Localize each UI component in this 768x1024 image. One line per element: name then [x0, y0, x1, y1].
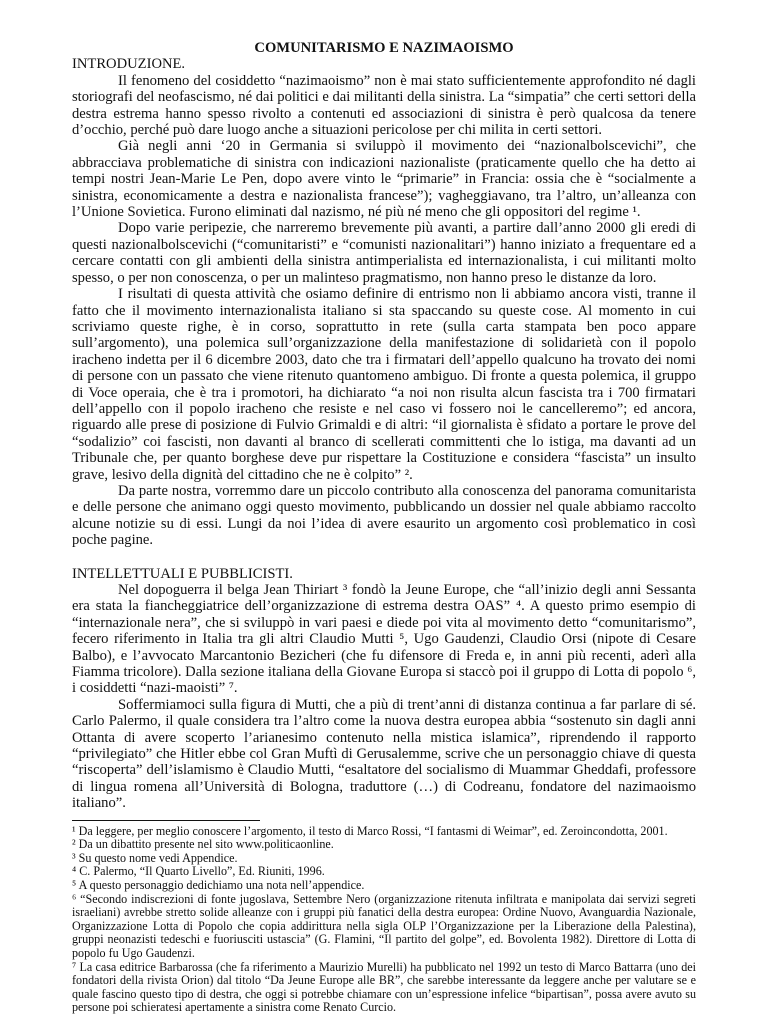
footnotes	[72, 820, 696, 1015]
footnote-6: ⁶ “Secondo indiscrezioni di fonte jugoslava, Settembre Nero (organizzazione ritenuta infiltrata e manipolata dai servizi segreti israeliani) avrebbe stretto solide alleanze con i gruppi più fanatici della destra europea: Ordine Nuovo, Avanguardia Nazionale, Organizzazione Lotta di Popolo che copia addirittura nella sigla OLP l’Organizzazione per la Liberazione della Palestina), gruppi neonazisti tedeschi e fuoriusciti ustascia” (G. Flamini, “Il partito del golpe”, ed. Bovolenta 1982). Direttore di Lotta di popolo fu Ugo Gaudenzi.	[72, 891, 696, 961]
document-title: COMUNITARISMO E NAZIMAOISMO	[254, 40, 514, 56]
intro-paragraph-5: Da parte nostra, vorremmo dare un piccolo contributo alla conoscenza del panorama comunitarista e delle persone che animano oggi questo movimento, pubblicando un dossier nel quale abbiamo raccolto alcune notizie su di essi. Lungi da noi l’idea di avere esaurito un argomento così problematico in così poche pagine.	[72, 482, 696, 549]
intro-paragraph-3: Dopo varie peripezie, che narreremo brevemente più avanti, a partire dall’anno 2000 gli eredi di questi nazionalbolscevichi (“comunitaristi” e “comunisti nazionalitari”) hanno iniziato a frequentare ed a cercare contatti con gli ambienti della sinistra antimperialista ed internazionalista, i cui militanti molto spesso, o per non conoscenza, o per un malinteso pragmatismo, non hanno preso le distanze da loro.	[72, 220, 696, 286]
section-heading-intellettuali: INTELLETTUALI E PUBBLICISTI.	[72, 565, 293, 582]
intro-paragraph-4: I risultati di questa attività che osiamo definire di entrismo non li abbiamo ancora visti, tranne il fatto che il movimento internazionalista italiano si sta spaccando su queste cose. Al momento in cui scriviamo queste righe, è in corso, soprattutto in rete (sulla carta stampata ben poco appare sull’argomento), una polemica sull’organizzazione della manifestazione di solidarietà con il popolo iracheno indetta per il 6 dicembre 2003, dato che tra i firmatari dell’appello qualcuno ha trovato dei nomi di persone con un passato che viene ritenuto quantomeno ambiguo. Di fronte a questa polemica, il gruppo di Voce operaia, che è tra i promotori, ha dichiarato “a noi non risulta alcun fascista tra i 700 firmatari dell’appello con il popolo iracheno che resiste e nel caso vi fossero noi le cancelleremo”; ed ancora, riguardo alle prese di posizione di Fulvio Grimaldi e di altri: “il giornalista è sfidato a portare le prove del “sodalizio” coi fascisti, non davanti al branco di scellerati committenti che lo istiga, ma davanti ad un Tribunale che, per quanto borghese deve pur rispettare la Costituzione e considera “fascista” un insulto grave, lesivo della dignità del cittadino che ne è colpito” ².	[72, 286, 696, 483]
footnote-1: ¹ Da leggere, per meglio conoscere l’argomento, il testo di Marco Rossi, “I fantasmi di Weimar”, ed. Zeroincondotta, 2001.	[72, 823, 668, 838]
intellettuali-paragraph-1: Nel dopoguerra il belga Jean Thiriart ³ fondò la Jeune Europe, che “all’inizio degli anni Sessanta era stata la fiancheggiatrice dell’organizzazione di estrema destra OAS” ⁴. A questo primo esempio di “internazionale nera”, che si sviluppò in vari paesi e diede poi vita al movimento detto “comunitarismo”, fecero riferimento in Italia tra gli altri Claudio Mutti ⁵, Ugo Gaudenzi, Claudio Orsi (nipote di Cesare Balbo), e l’avvocato Marcantonio Bezicheri (che fu difensore di Freda e, in anni più recenti, aderì alla Fiamma tricolore). Dalla sezione italiana della Giovane Europa si staccò poi il gruppo di Lotta di popolo ⁶, i cosiddetti “nazi-maoisti” ⁷.	[72, 582, 696, 697]
footnote-2: ² Da un dibattito presente nel sito www.politicaonline.	[72, 837, 334, 852]
footnote-4: ⁴ C. Palermo, “Il Quarto Livello”, Ed. Riuniti, 1996.	[72, 864, 325, 879]
footnote-7: ⁷ La casa editrice Barbarossa (che fa riferimento a Maurizio Murelli) ha pubblicato nel 1992 un testo di Marco Battarra (uno dei fondatori della rivista Orion) dal titolo “Da Jeune Europe alle BR”, che sarebbe interessante da leggere anche per valutare se e quale fascino questo tipo di destra, che oggi si potrebbe chiamare con un’espressione infelice “bipartisan”, possa avere avuto su persone poi schieratesi apertamente a sinistra come Renato Curcio.	[72, 959, 696, 1015]
intro-paragraph-2: Già negli anni ‘20 in Germania si sviluppò il movimento dei “nazionalbolscevichi”, che abbracciava problematiche di sinistra con indicazioni nazionaliste (praticamente quello che ha detto ai tempi nostri Jean-Marie Le Pen, dopo avere vinto le “primarie” in Francia: ossia che è “socialmente a sinistra, economicamente a destra e nazionalista francese”); vagheggiavano, tra l’altro, un’alleanza con l’Unione Sovietica. Furono eliminati dal nazismo, né più né meno che gli oppositori del regime ¹.	[72, 138, 696, 221]
footnote-5: ⁵ A questo personaggio dedichiamo una nota nell’appendice.	[72, 878, 365, 893]
intro-paragraph-1: Il fenomeno del cosiddetto “nazimaoismo” non è mai stato sufficientemente approfondito né dagli storiografi del neofascismo, né dai politici e dai militanti della sinistra. La “simpatia” che certi settori della destra estrema hanno spesso rivolto a contenuti ed associazioni di sinistra è però qualcosa da tenere d’occhio, perché può dare luogo anche a situazioni pericolose per chi milita in certi settori.	[72, 72, 696, 139]
intellettuali-paragraph-2: Soffermiamoci sulla figura di Mutti, che a più di trent’anni di distanza continua a far parlare di sé. Carlo Palermo, il quale considera tra l’altro come la nuova destra europea abbia “sostenuto sin dagli anni Ottanta di avere scoperto l’arianesimo contenuto nella mistica islamica”, riprendendo il rapporto “privilegiato” che Hitler ebbe col Gran Muftì di Gerusalemme, scrive che un personaggio chiave di questa “riscoperta” dell’islamismo è Claudio Mutti, “esaltatore del socialismo di Muammar Gheddafi, professore di lingua romena all’Università di Bologna, traduttore (…) di Codreanu, fondatore del nazimaoismo italiano”.	[72, 696, 696, 812]
footnote-separator	[72, 820, 260, 821]
section-heading-introduzione: INTRODUZIONE.	[72, 56, 186, 73]
footnote-3: ³ Su questo nome vedi Appendice.	[72, 850, 238, 865]
